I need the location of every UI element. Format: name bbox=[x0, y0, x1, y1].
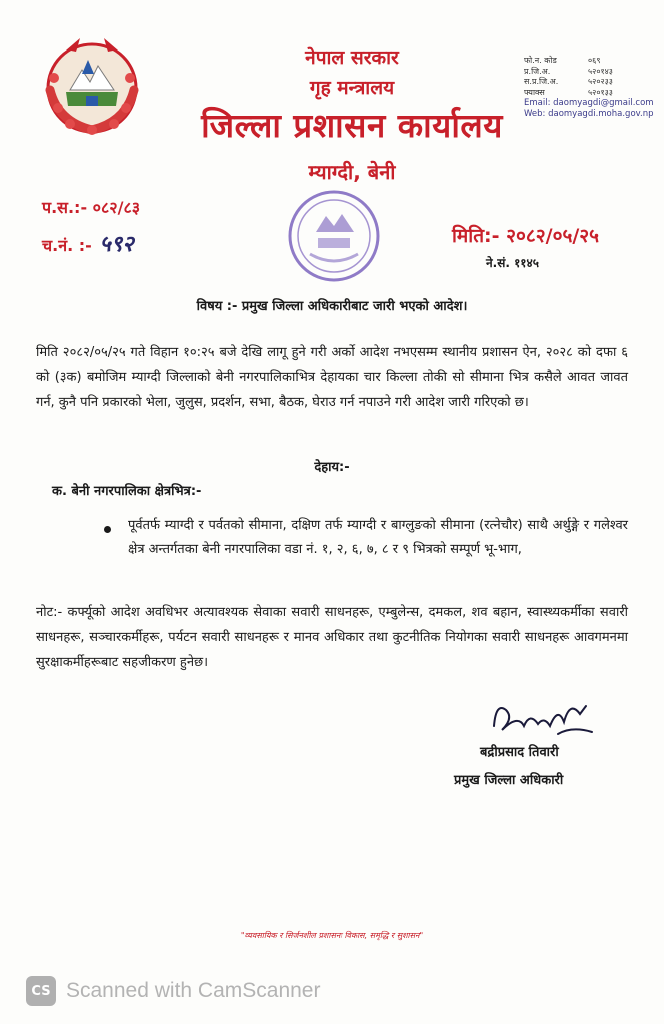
dehay-heading: देहाय:- bbox=[314, 460, 350, 475]
contact-email: Email: daomyagdi@gmail.com bbox=[524, 98, 654, 108]
camscanner-text: Scanned with CamScanner bbox=[66, 979, 321, 1002]
bullet-icon bbox=[104, 526, 111, 533]
boundary-description: पूर्वतर्फ म्याग्दी र पर्वतको सीमाना, दक्षिण तर्फ म्याग्दी र बाग्लुङको सीमाना (रत्नेचौर) साथै अर्थुङ्गे र गलेश्वर क्षेत्र अन्तर्गतका बेनी नगरपालिका वडा नं. १, २, ६, ७, ८ र ९ भित्रको सम्पूर्ण भू-भाग, bbox=[128, 518, 628, 557]
contact-key: स.प्र.जि.अ. bbox=[524, 77, 559, 86]
letter-subject: विषय :- प्रमुख जिल्ला अधिकारीबाट जारी भएको आदेश। bbox=[196, 299, 468, 314]
contact-row bbox=[524, 88, 662, 99]
signature-icon bbox=[488, 696, 598, 744]
contact-key: प्र.जि.अ. bbox=[524, 66, 551, 76]
chalani-number bbox=[42, 228, 134, 258]
order-paragraph: मिति २०८२/०५/२५ गते विहान १०:२५ बजे देखि लागू हुने गरी अर्को आदेश नभएसम्म स्थानीय प्रशासन ऐन, २०२८ को दफा ६ को (३क) बमोजिम म्याग्दी जिल्लाको बेनी नगरपालिकाभित्र देहायका चार किल्ला तोकी सो सीमाना भित्र कसैले आवत जावत गर्न, कुनै पनि प्रकारको भेला, जुलुस, प्रदर्शन, सभा, बैठक, घेराउ गर्न नपाउने गरी आदेश जारी गरिएको छ। bbox=[36, 345, 628, 410]
contact-row bbox=[524, 67, 662, 78]
contact-value: ५२०१४३ bbox=[588, 66, 613, 76]
section-heading: क. बेनी नगरपालिका क्षेत्रभित्र:- bbox=[52, 484, 202, 499]
contact-web: Web: daomyagdi.moha.gov.np bbox=[524, 108, 654, 119]
office-name: जिल्ला प्रशासन कार्यालय bbox=[201, 106, 503, 145]
contact-value: ५२०२३३ bbox=[588, 77, 613, 86]
letter-date: मिति:- २०८२/०५/२५ bbox=[452, 225, 600, 247]
nepal-samvat: ने.सं. ११४५ bbox=[486, 256, 540, 270]
office-stamp-icon bbox=[284, 186, 384, 286]
chalani-label: च.नं. :- bbox=[42, 236, 92, 255]
contact-key: फो.न. कोड bbox=[524, 56, 557, 65]
contact-value: ५२०१३३ bbox=[588, 87, 613, 97]
signatory-title: प्रमुख जिल्ला अधिकारी bbox=[454, 773, 564, 788]
camscanner-logo-icon: CS bbox=[26, 976, 56, 1006]
contact-block bbox=[524, 56, 662, 119]
camscanner-watermark bbox=[26, 976, 320, 1006]
government-name: नेपाल सरकार bbox=[305, 47, 399, 69]
contact-key: फ्याक्स bbox=[524, 87, 545, 97]
patra-sankhya: प.स.:- ०८२/८३ bbox=[42, 198, 141, 217]
contact-row bbox=[524, 77, 662, 88]
signatory-name: बद्रीप्रसाद तिवारी bbox=[480, 745, 559, 760]
office-location: म्याग्दी, बेनी bbox=[308, 160, 396, 184]
office-motto: "व्यवसायिक र सिर्जनशील प्रशासनः विकास, समृद्धि र सुशासन" bbox=[240, 931, 424, 940]
note-paragraph: नोट:- कर्फ्यूको आदेश अवधिभर अत्यावश्यक सेवाका सवारी साधनहरू, एम्बुलेन्स, दमकल, शव बहान, स्वास्थ्यकर्मीका सवारी साधनहरू, सञ्चारकर्मीहरू, पर्यटन सवारी साधनहरू र मानव अधिकार तथा कुटनीतिक नियोगका सवारी साधनहरू आवगमनमा सुरक्षाकर्मीहरूबाट सहजीकरण हुनेछ। bbox=[36, 605, 628, 670]
ministry-name: गृह मन्त्रालय bbox=[309, 77, 395, 99]
chalani-handwritten-value: ५९२ bbox=[99, 231, 134, 257]
contact-value: ०६९ bbox=[588, 56, 601, 65]
contact-row bbox=[524, 56, 662, 67]
